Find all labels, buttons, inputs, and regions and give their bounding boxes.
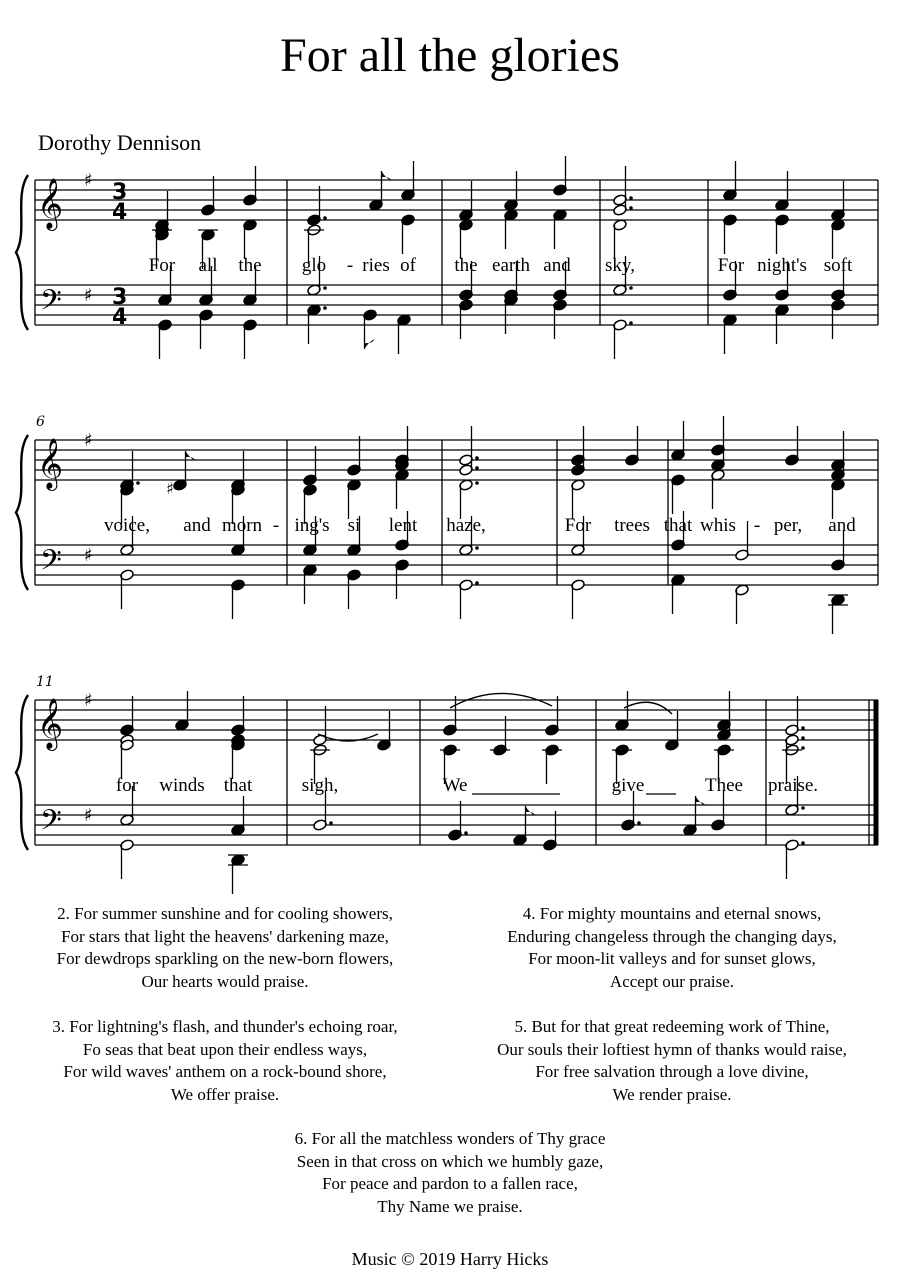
lyric-syllable: earth bbox=[492, 255, 530, 276]
time-signature-top: 3 bbox=[112, 285, 128, 310]
lyric-syllable: For bbox=[564, 515, 592, 536]
lyric-syllable: and bbox=[828, 515, 856, 536]
lyric-syllable: ing's bbox=[294, 515, 330, 536]
lyric-syllable: winds bbox=[159, 775, 205, 796]
note-flag bbox=[365, 339, 375, 349]
lyric-syllable: soft bbox=[823, 255, 853, 276]
verse-3 bbox=[15, 1016, 435, 1106]
verse-line: We render praise. bbox=[612, 1084, 732, 1104]
copyright-notice: Music © 2019 Harry Hicks bbox=[351, 1249, 549, 1269]
sharp-key-signature-icon: ♯ bbox=[84, 170, 93, 191]
lyric-syllable: and bbox=[183, 515, 211, 536]
lyric-syllable: praise. bbox=[767, 775, 819, 796]
augmentation-dot bbox=[475, 466, 479, 470]
augmentation-dot bbox=[637, 821, 641, 825]
sharp-key-signature-icon: ♯ bbox=[84, 285, 93, 306]
brace bbox=[16, 175, 28, 330]
time-signature-bottom: 4 bbox=[112, 200, 128, 225]
augmentation-dot bbox=[136, 481, 140, 485]
verse-line: Our hearts would praise. bbox=[141, 971, 309, 991]
lyric-syllable: Thee bbox=[705, 775, 743, 796]
augmentation-dot bbox=[323, 306, 327, 310]
lyric-syllable: si bbox=[347, 515, 361, 536]
verse-2 bbox=[15, 903, 435, 993]
bass-clef-icon: 𝄢 bbox=[40, 804, 62, 844]
lyric-syllable: haze, bbox=[446, 515, 486, 536]
verse-line: 4. For mighty mountains and eternal snows, bbox=[522, 904, 822, 923]
augmentation-dot bbox=[323, 216, 327, 220]
verse-line: Accept our praise. bbox=[609, 971, 735, 991]
verse-line: Enduring changeless through the changing days, bbox=[507, 926, 837, 946]
lyric-syllable: the bbox=[238, 255, 262, 276]
verse-6 bbox=[240, 1128, 660, 1218]
lyric-syllable: ries bbox=[362, 255, 390, 276]
verse-line: Seen in that cross on which we humbly gaze, bbox=[296, 1151, 604, 1171]
augmentation-dot bbox=[629, 321, 633, 325]
verse-line: Thy Name we praise. bbox=[377, 1196, 523, 1216]
augmentation-dot bbox=[801, 841, 805, 845]
lyric-syllable: night's bbox=[757, 255, 807, 276]
lyric-syllable: sky, bbox=[605, 255, 635, 276]
lyric-syllable: and bbox=[543, 255, 571, 276]
verse-line: Our souls their loftiest hymn of thanks would raise, bbox=[497, 1039, 847, 1059]
lyric-syllable: voice, bbox=[104, 515, 150, 536]
augmentation-dot bbox=[323, 286, 327, 290]
lyric-syllable: all bbox=[198, 255, 218, 276]
verse-4 bbox=[462, 903, 882, 993]
verse-line: For stars that light the heavens' darkening maze, bbox=[61, 926, 389, 946]
lyric-syllable: - bbox=[272, 515, 280, 536]
augmentation-dot bbox=[801, 726, 805, 730]
sharp-key-signature-icon: ♯ bbox=[84, 690, 93, 711]
augmentation-dot bbox=[475, 456, 479, 460]
brace bbox=[16, 695, 28, 850]
verse-line: 3. For lightning's flash, and thunder's echoing roar, bbox=[52, 1017, 398, 1036]
sharp-key-signature-icon: ♯ bbox=[84, 805, 93, 826]
lyric-syllable: - bbox=[753, 515, 761, 536]
verse-line: For wild waves' anthem on a rock-bound shore, bbox=[63, 1062, 387, 1082]
augmentation-dot bbox=[801, 806, 805, 810]
verse-line: For moon-lit valleys and for sunset glows, bbox=[528, 949, 816, 969]
lyric-syllable: for bbox=[115, 775, 139, 796]
lyric-syllable: glo bbox=[301, 255, 327, 276]
slur-curve bbox=[450, 693, 552, 708]
verse-line: Fo seas that beat upon their endless ways, bbox=[82, 1039, 368, 1059]
lyric-syllable: sigh, bbox=[301, 775, 339, 796]
page-title: For all the glories bbox=[280, 29, 620, 82]
lyric-syllable: per, bbox=[773, 515, 803, 536]
lyric-syllable: of bbox=[400, 255, 416, 276]
lyric-syllable: whis bbox=[700, 515, 736, 536]
treble-clef-icon: 𝄞 bbox=[37, 438, 64, 489]
lyric-syllable: that bbox=[223, 775, 253, 796]
lyric-syllable: morn bbox=[221, 515, 263, 536]
treble-clef-icon: 𝄞 bbox=[37, 178, 64, 229]
lyric-syllable: We bbox=[442, 775, 468, 796]
bass-clef-icon: 𝄢 bbox=[40, 544, 62, 584]
verse-line: 2. For summer sunshine and for cooling showers, bbox=[57, 904, 393, 923]
augmentation-dot bbox=[629, 286, 633, 290]
verse-line: 6. For all the matchless wonders of Thy grace bbox=[294, 1129, 606, 1148]
augmentation-dot bbox=[464, 831, 468, 835]
lyric-syllable: For bbox=[148, 255, 176, 276]
time-signature-bottom: 4 bbox=[112, 305, 128, 330]
lyric-syllable: that bbox=[663, 515, 693, 536]
augmentation-dot bbox=[801, 746, 805, 750]
brace bbox=[16, 435, 28, 590]
sharp-key-signature-icon: ♯ bbox=[84, 430, 93, 451]
verse-5 bbox=[462, 1016, 882, 1106]
lyric-syllable: the bbox=[454, 255, 478, 276]
lyric-syllable: give bbox=[611, 775, 645, 796]
measure-number: 6 bbox=[36, 414, 45, 430]
sharp-accidental-icon: ♯ bbox=[166, 479, 174, 498]
bass-clef-icon: 𝄢 bbox=[40, 284, 62, 324]
verse-line: For free salvation through a love divine, bbox=[535, 1062, 809, 1082]
verse-line: We offer praise. bbox=[170, 1084, 280, 1104]
lyric-syllable: - bbox=[346, 255, 354, 276]
augmentation-dot bbox=[629, 196, 633, 200]
verse-line: For dewdrops sparkling on the new-born flowers, bbox=[56, 949, 394, 969]
lyric-syllable: For bbox=[717, 255, 745, 276]
slur-curve bbox=[624, 702, 672, 714]
treble-clef-icon: 𝄞 bbox=[37, 698, 64, 749]
lyric-syllable: trees bbox=[614, 515, 650, 536]
augmentation-dot bbox=[475, 581, 479, 585]
lyric-syllable: lent bbox=[388, 515, 418, 536]
augmentation-dot bbox=[629, 206, 633, 210]
augmentation-dot bbox=[475, 481, 479, 485]
measure-number: 11 bbox=[36, 674, 54, 690]
verse-line: For peace and pardon to a fallen race, bbox=[322, 1174, 578, 1194]
augmentation-dot bbox=[801, 736, 805, 740]
author-credit: Dorothy Dennison bbox=[38, 130, 202, 155]
time-signature-top: 3 bbox=[112, 180, 128, 205]
sharp-key-signature-icon: ♯ bbox=[84, 545, 93, 566]
verse-line: 5. But for that great redeeming work of Thine, bbox=[514, 1017, 830, 1036]
augmentation-dot bbox=[475, 546, 479, 550]
augmentation-dot bbox=[329, 821, 333, 825]
